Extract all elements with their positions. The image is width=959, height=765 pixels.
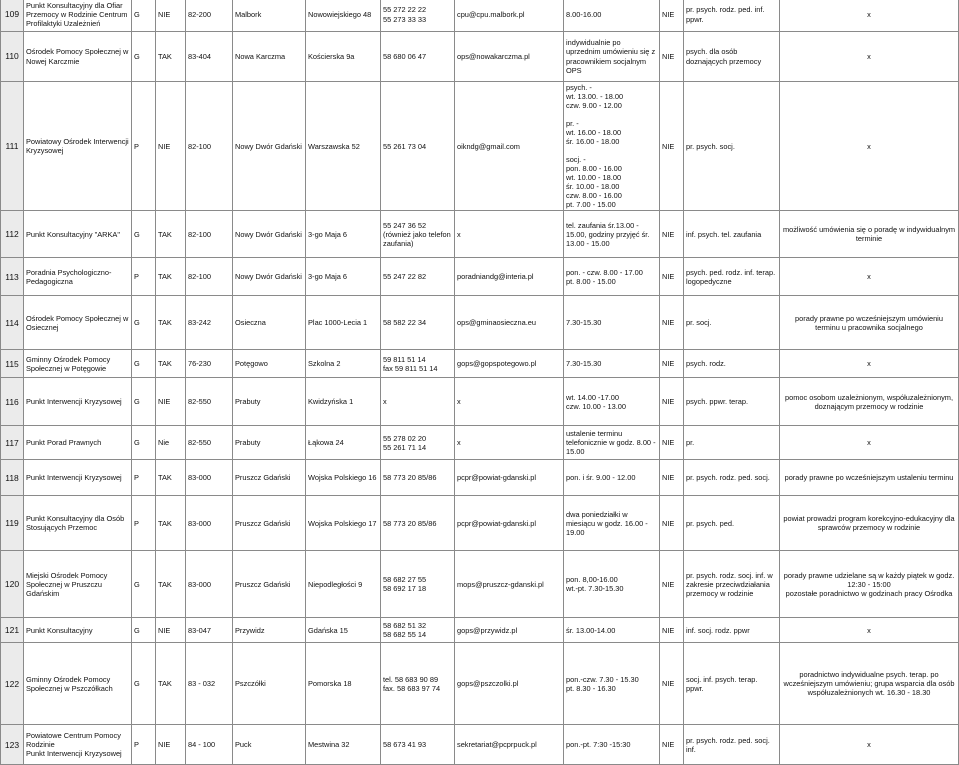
cell-specialists: psych. rodz. — [684, 350, 780, 378]
cell-phone: 55 272 22 22 55 273 33 33 — [381, 0, 455, 32]
cell-ngo: Nie — [156, 426, 186, 460]
cell-type: G — [132, 618, 156, 643]
cell-reg: NIE — [660, 211, 684, 258]
table-row — [1, 211, 959, 258]
cell-phone: 59 811 51 14 fax 59 811 51 14 — [381, 350, 455, 378]
cell-ngo: TAK — [156, 258, 186, 296]
cell-ngo: NIE — [156, 618, 186, 643]
cell-name: Powiatowy Ośrodek Interwencji Kryzysowej — [24, 82, 132, 211]
cell-name: Ośrodek Pomocy Społecznej w Osiecznej — [24, 296, 132, 350]
cell-remarks: powiat prowadzi program korekcyjno-edukacyjny dla sprawców przemocy w rodzinie — [780, 496, 959, 551]
cell-phone: 58 680 06 47 — [381, 32, 455, 82]
cell-hours: pon.-pt. 7:30 -15:30 — [564, 725, 660, 765]
cell-reg: NIE — [660, 725, 684, 765]
table-row — [1, 0, 959, 32]
cell-ngo: TAK — [156, 643, 186, 725]
cell-name: Punkt Interwencji Kryzysowej — [24, 378, 132, 426]
cell-reg: NIE — [660, 350, 684, 378]
cell-specialists: pr. psych. ped. — [684, 496, 780, 551]
cell-type: G — [132, 296, 156, 350]
cell-specialists: pr. psych. rodz. ped. socj. — [684, 460, 780, 496]
cell-specialists: pr. psych. rodz. ped. inf. ppwr. — [684, 0, 780, 32]
cell-email: pcpr@powiat-gdanski.pl — [455, 460, 564, 496]
cell-email: poradniandg@interia.pl — [455, 258, 564, 296]
cell-type: G — [132, 378, 156, 426]
cell-specialists: pr. psych. rodz. ped. socj. inf. — [684, 725, 780, 765]
cell-ngo: NIE — [156, 725, 186, 765]
cell-ngo: NIE — [156, 378, 186, 426]
cell-ngo: TAK — [156, 350, 186, 378]
cell-no: 119 — [1, 496, 24, 551]
cell-reg: NIE — [660, 643, 684, 725]
cell-specialists: psych. ped. rodz. inf. terap. logopedyczne — [684, 258, 780, 296]
cell-city: Malbork — [233, 0, 306, 32]
cell-remarks: pomoc osobom uzależnionym, współuzależnionym, doznającym przemocy w rodzinie — [780, 378, 959, 426]
cell-type: P — [132, 725, 156, 765]
cell-hours: 8.00-16.00 — [564, 0, 660, 32]
cell-phone: 55 278 02 20 55 261 71 14 — [381, 426, 455, 460]
cell-remarks: możliwość umówienia się o poradę w indywidualnym terminie — [780, 211, 959, 258]
cell-phone: 55 247 22 82 — [381, 258, 455, 296]
cell-no: 114 — [1, 296, 24, 350]
cell-email: oikndg@gmail.com — [455, 82, 564, 211]
cell-hours: 7.30-15.30 — [564, 296, 660, 350]
table-row — [1, 350, 959, 378]
cell-no: 122 — [1, 643, 24, 725]
cell-specialists: psych. ppwr. terap. — [684, 378, 780, 426]
cell-postcode: 83-047 — [186, 618, 233, 643]
cell-phone: tel. 58 683 90 89 fax. 58 683 97 74 — [381, 643, 455, 725]
cell-street: Niepodległości 9 — [306, 551, 381, 618]
cell-reg: NIE — [660, 378, 684, 426]
cell-hours: ustalenie terminu telefonicznie w godz. 8.00 - 15.00 — [564, 426, 660, 460]
cell-ngo: TAK — [156, 460, 186, 496]
cell-hours: dwa poniedziałki w miesiącu w godz. 16.00 - 19.00 — [564, 496, 660, 551]
cell-postcode: 82-100 — [186, 258, 233, 296]
cell-reg: NIE — [660, 551, 684, 618]
cell-reg: NIE — [660, 460, 684, 496]
cell-phone: 58 582 22 34 — [381, 296, 455, 350]
cell-name: Gminny Ośrodek Pomocy Społecznej w Pszczółkach — [24, 643, 132, 725]
cell-street: Mestwina 32 — [306, 725, 381, 765]
cell-street: Plac 1000-Lecia 1 — [306, 296, 381, 350]
table-row — [1, 426, 959, 460]
cell-email: x — [455, 378, 564, 426]
table-row — [1, 618, 959, 643]
table-row — [1, 82, 959, 211]
cell-city: Pruszcz Gdański — [233, 551, 306, 618]
cell-hours: pon.-czw. 7.30 - 15.30 pt. 8.30 - 16.30 — [564, 643, 660, 725]
cell-email: x — [455, 211, 564, 258]
cell-hours: 7.30-15.30 — [564, 350, 660, 378]
cell-reg: NIE — [660, 426, 684, 460]
cell-city: Nowy Dwór Gdański — [233, 211, 306, 258]
cell-no: 118 — [1, 460, 24, 496]
cell-postcode: 83-000 — [186, 496, 233, 551]
cell-street: Gdańska 15 — [306, 618, 381, 643]
table-row — [1, 378, 959, 426]
cell-postcode: 82-550 — [186, 378, 233, 426]
cell-postcode: 83-242 — [186, 296, 233, 350]
cell-remarks: x — [780, 32, 959, 82]
cell-name: Poradnia Psychologiczno-Pedagogiczna — [24, 258, 132, 296]
cell-ngo: TAK — [156, 32, 186, 82]
cell-postcode: 82-550 — [186, 426, 233, 460]
table-body — [1, 0, 959, 765]
cell-phone: 58 773 20 85/86 — [381, 496, 455, 551]
cell-email: cpu@cpu.malbork.pl — [455, 0, 564, 32]
cell-city: Nowy Dwór Gdański — [233, 82, 306, 211]
cell-hours: pon. - czw. 8.00 - 17.00 pt. 8.00 - 15.00 — [564, 258, 660, 296]
cell-name: Punkt Porad Prawnych — [24, 426, 132, 460]
cell-city: Puck — [233, 725, 306, 765]
cell-no: 112 — [1, 211, 24, 258]
cell-name: Punkt Konsultacyjny dla Ofiar Przemocy w Rodzinie Centrum Profilaktyki Uzależnień — [24, 0, 132, 32]
cell-name: Ośrodek Pomocy Społecznej w Nowej Karczmie — [24, 32, 132, 82]
cell-specialists: pr. psych. rodz. socj. inf. w zakresie przeciwdziałania przemocy w rodzinie — [684, 551, 780, 618]
cell-city: Potęgowo — [233, 350, 306, 378]
cell-postcode: 82-100 — [186, 211, 233, 258]
table-row — [1, 32, 959, 82]
cell-no: 117 — [1, 426, 24, 460]
cell-remarks: x — [780, 82, 959, 211]
cell-no: 111 — [1, 82, 24, 211]
cell-name: Punkt Konsultacyjny — [24, 618, 132, 643]
cell-name: Gminny Ośrodek Pomocy Społecznej w Potęgowie — [24, 350, 132, 378]
cell-hours: indywidualnie po uprzednim umówieniu się z pracownikiem socjalnym OPS — [564, 32, 660, 82]
cell-no: 110 — [1, 32, 24, 82]
cell-remarks: porady prawne po wcześniejszym ustaleniu terminu — [780, 460, 959, 496]
cell-hours: psych. - wt. 13.00. - 18.00 czw. 9.00 - 12.00 pr. - wt. 16.00 - 18.00 śr. 16.00 - 18.00 socj. - pon. 8.00 - 16.00 wt. 10.00 - 18.00 śr. 10.00 - 18.00 czw. 8.00 - 16.00 pt. 7.00 - 15.00 — [564, 82, 660, 211]
table-row — [1, 643, 959, 725]
cell-street: Kościerska 9a — [306, 32, 381, 82]
cell-email: pcpr@powiat-gdanski.pl — [455, 496, 564, 551]
cell-email: mops@pruszcz-gdanski.pl — [455, 551, 564, 618]
cell-hours: pon. i śr. 9.00 - 12.00 — [564, 460, 660, 496]
cell-specialists: pr. — [684, 426, 780, 460]
cell-street: Łąkowa 24 — [306, 426, 381, 460]
cell-ngo: TAK — [156, 211, 186, 258]
cell-reg: NIE — [660, 618, 684, 643]
cell-type: G — [132, 32, 156, 82]
cell-no: 121 — [1, 618, 24, 643]
cell-email: sekretariat@pcprpuck.pl — [455, 725, 564, 765]
cell-street: Warszawska 52 — [306, 82, 381, 211]
cell-specialists: inf. psych. tel. zaufania — [684, 211, 780, 258]
cell-specialists: pr. psych. socj. — [684, 82, 780, 211]
cell-street: Nowowiejskiego 48 — [306, 0, 381, 32]
cell-email: ops@gminaosieczna.eu — [455, 296, 564, 350]
cell-city: Prabuty — [233, 378, 306, 426]
cell-email: gops@gopspotegowo.pl — [455, 350, 564, 378]
cell-no: 120 — [1, 551, 24, 618]
cell-no: 116 — [1, 378, 24, 426]
cell-email: gops@przywidz.pl — [455, 618, 564, 643]
cell-no: 123 — [1, 725, 24, 765]
cell-street: 3-go Maja 6 — [306, 211, 381, 258]
cell-street: Wojska Polskiego 16 — [306, 460, 381, 496]
cell-phone: 55 261 73 04 — [381, 82, 455, 211]
cell-ngo: TAK — [156, 496, 186, 551]
cell-type: G — [132, 426, 156, 460]
cell-type: G — [132, 211, 156, 258]
cell-remarks: poradnictwo indywidualne psych. terap. po wcześniejszym umówieniu; grupa wsparcia dla osób współuzależnionych wt. 16.30 - 18.30 — [780, 643, 959, 725]
cell-phone: 58 773 20 85/86 — [381, 460, 455, 496]
cell-reg: NIE — [660, 0, 684, 32]
cell-type: P — [132, 258, 156, 296]
table-row — [1, 551, 959, 618]
cell-email: ops@nowakarczma.pl — [455, 32, 564, 82]
cell-reg: NIE — [660, 258, 684, 296]
cell-city: Osieczna — [233, 296, 306, 350]
cell-street: Szkolna 2 — [306, 350, 381, 378]
cell-hours: pon. 8,00-16.00 wt.-pt. 7.30-15.30 — [564, 551, 660, 618]
cell-reg: NIE — [660, 296, 684, 350]
cell-specialists: pr. socj. — [684, 296, 780, 350]
cell-city: Nowy Dwór Gdański — [233, 258, 306, 296]
cell-name: Miejski Ośrodek Pomocy Społecznej w Pruszczu Gdańskim — [24, 551, 132, 618]
cell-phone: 58 673 41 93 — [381, 725, 455, 765]
cell-street: Kwidzyńska 1 — [306, 378, 381, 426]
cell-no: 113 — [1, 258, 24, 296]
cell-remarks: x — [780, 0, 959, 32]
cell-ngo: TAK — [156, 551, 186, 618]
cell-no: 115 — [1, 350, 24, 378]
cell-hours: tel. zaufania śr.13.00 - 15.00, godziny przyjęć śr. 13.00 - 15.00 — [564, 211, 660, 258]
cell-street: 3-go Maja 6 — [306, 258, 381, 296]
cell-type: G — [132, 0, 156, 32]
cell-postcode: 82-100 — [186, 82, 233, 211]
cell-type: G — [132, 551, 156, 618]
cell-city: Pruszcz Gdański — [233, 496, 306, 551]
cell-type: G — [132, 643, 156, 725]
cell-specialists: inf. socj. rodz. ppwr — [684, 618, 780, 643]
cell-postcode: 76-230 — [186, 350, 233, 378]
cell-ngo: TAK — [156, 296, 186, 350]
cell-phone: x — [381, 378, 455, 426]
cell-city: Prabuty — [233, 426, 306, 460]
cell-type: P — [132, 460, 156, 496]
cell-name: Punkt Konsultacyjny "ARKA" — [24, 211, 132, 258]
cell-email: x — [455, 426, 564, 460]
table-row — [1, 258, 959, 296]
cell-ngo: NIE — [156, 0, 186, 32]
cell-type: G — [132, 350, 156, 378]
cell-reg: NIE — [660, 32, 684, 82]
cell-remarks: porady prawne po wcześniejszym umówieniu terminu u pracownika socjalnego — [780, 296, 959, 350]
cell-specialists: psych. dla osób doznających przemocy — [684, 32, 780, 82]
cell-remarks: x — [780, 618, 959, 643]
cell-postcode: 84 - 100 — [186, 725, 233, 765]
cell-street: Pomorska 18 — [306, 643, 381, 725]
cell-hours: wt. 14.00 -17.00 czw. 10.00 - 13.00 — [564, 378, 660, 426]
cell-hours: śr. 13.00-14.00 — [564, 618, 660, 643]
cell-remarks: x — [780, 350, 959, 378]
cell-email: gops@pszczolki.pl — [455, 643, 564, 725]
cell-city: Pszczółki — [233, 643, 306, 725]
cell-no: 109 — [1, 0, 24, 32]
cell-postcode: 83-000 — [186, 460, 233, 496]
cell-remarks: x — [780, 725, 959, 765]
cell-phone: 55 247 36 52 (również jako telefon zaufania) — [381, 211, 455, 258]
cell-phone: 58 682 51 32 58 682 55 14 — [381, 618, 455, 643]
cell-remarks: x — [780, 426, 959, 460]
cell-postcode: 83-404 — [186, 32, 233, 82]
cell-name: Punkt Konsultacyjny dla Osób Stosujących Przemoc — [24, 496, 132, 551]
table-row — [1, 296, 959, 350]
table-row — [1, 496, 959, 551]
cell-street: Wojska Polskiego 17 — [306, 496, 381, 551]
cell-specialists: socj. inf. psych. terap. ppwr. — [684, 643, 780, 725]
cell-postcode: 82-200 — [186, 0, 233, 32]
cell-remarks: porady prawne udzielane są w każdy piątek w godz. 12:30 - 15:00 pozostałe poradnictwo w godzinach pracy Ośrodka — [780, 551, 959, 618]
cell-reg: NIE — [660, 82, 684, 211]
cell-type: P — [132, 82, 156, 211]
cell-name: Punkt Interwencji Kryzysowej — [24, 460, 132, 496]
cell-postcode: 83-000 — [186, 551, 233, 618]
cell-postcode: 83 - 032 — [186, 643, 233, 725]
cell-city: Nowa Karczma — [233, 32, 306, 82]
cell-reg: NIE — [660, 496, 684, 551]
cell-phone: 58 682 27 55 58 692 17 18 — [381, 551, 455, 618]
cell-remarks: x — [780, 258, 959, 296]
table-row — [1, 460, 959, 496]
cell-city: Przywidz — [233, 618, 306, 643]
cell-ngo: NIE — [156, 82, 186, 211]
cell-name: Powiatowe Centrum Pomocy Rodzinie Punkt Interwencji Kryzysowej — [24, 725, 132, 765]
cell-type: P — [132, 496, 156, 551]
cell-city: Pruszcz Gdański — [233, 460, 306, 496]
